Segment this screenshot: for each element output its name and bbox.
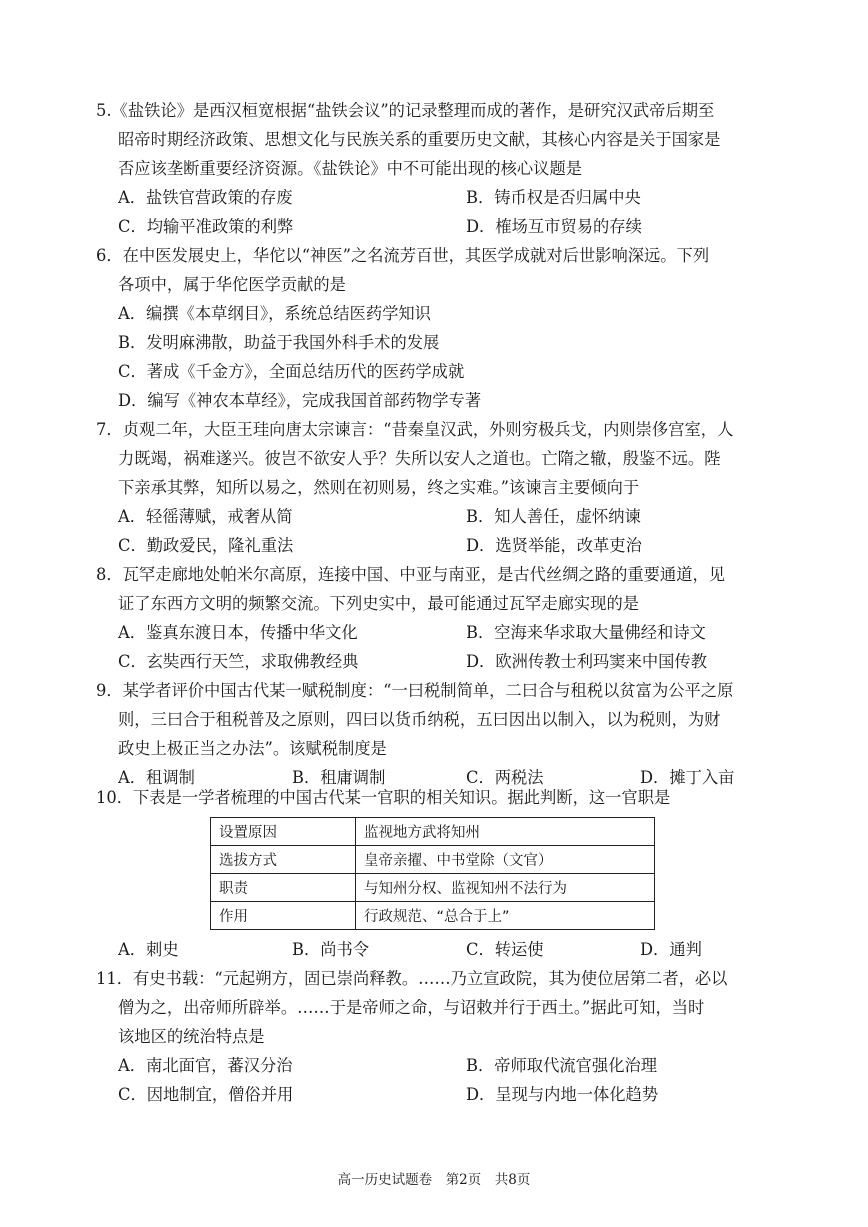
question-10-options: [96, 935, 786, 964]
question-text-line: 则，三曰合于租税普及之原则，四曰以货币纳税，五曰因出以制入，以为税则，为财: [118, 710, 721, 729]
question-7: [96, 415, 786, 560]
table-cell: 皇帝亲擢、中书堂除（文官）: [356, 846, 655, 874]
question-text-line: 证了东西方文明的频繁交流。下列史实中，最可能通过瓦罕走廊实现的是: [118, 594, 640, 613]
table-row: [211, 846, 655, 874]
options-row: [96, 183, 786, 212]
option-c[interactable]: C．均输平准政策的利弊: [118, 217, 294, 236]
options-row: [96, 1051, 786, 1080]
option-c[interactable]: C．玄奘西行天竺，求取佛教经典: [118, 652, 359, 671]
options-row: [96, 618, 786, 647]
option-b[interactable]: B．空海来华求取大量佛经和诗文: [466, 623, 706, 642]
question-text-line: 该地区的统治特点是: [118, 1027, 265, 1046]
option-b[interactable]: B．铸币权是否归属中央: [466, 188, 641, 207]
question-8: [96, 560, 786, 676]
question-text-line: 7．贞观二年，大臣王珪向唐太宗谏言：“昔秦皇汉武，外则穷极兵戈，内则崇侈宫室，人: [96, 420, 734, 439]
option-b[interactable]: B．租庸调制: [292, 768, 386, 787]
page-footer: 高一历史试题卷 第2页 共8页: [337, 1172, 531, 1188]
option-a[interactable]: A．南北面官，蕃汉分治: [118, 1056, 293, 1075]
table-row: [211, 818, 655, 846]
option-c[interactable]: C．因地制宜，僧俗并用: [118, 1085, 294, 1104]
question-11: [96, 964, 786, 1109]
options-row: [96, 531, 786, 560]
option-a[interactable]: A．盐铁官营政策的存废: [118, 188, 293, 207]
option-b[interactable]: B．发明麻沸散，助益于我国外科手术的发展: [118, 333, 440, 352]
option-b[interactable]: B．知人善任，虚怀纳谏: [466, 507, 641, 526]
options-row: [96, 1080, 786, 1109]
table-cell: 职责: [211, 874, 356, 902]
question-text-line: 11．有史书载：“元起朔方，固已崇尚释教。……乃立宣政院，其为使位居第二者，必以: [96, 969, 728, 988]
options-row: [96, 212, 786, 241]
knowledge-table: [210, 817, 655, 930]
option-c[interactable]: C．转运使: [466, 940, 544, 959]
question-text-line: 9．某学者评价中国古代某一赋税制度：“一曰税制简单，二曰合与租税以贫富为公平之原: [96, 681, 734, 700]
question-text-line: 否应该垄断重要经济资源。《盐铁论》中不可能出现的核心议题是: [118, 159, 583, 178]
question-text-line: 8．瓦罕走廊地处帕米尔高原，连接中国、中亚与南亚，是古代丝绸之路的重要通道，见: [96, 565, 726, 584]
option-a[interactable]: A．鉴真东渡日本，传播中华文化: [118, 623, 358, 642]
question-text-line: 各项中，属于华佗医学贡献的是: [118, 275, 346, 294]
option-a[interactable]: A．轻徭薄赋，戒奢从简: [118, 507, 293, 526]
options-row: [96, 502, 786, 531]
question-text-line: 10．下表是一学者梳理的中国古代某一官职的相关知识。据此判断，这一官职是: [96, 788, 671, 807]
option-a[interactable]: A．租调制: [118, 768, 195, 787]
question-text-line: 僧为之，出帝师所辟举。……于是帝师之命，与诏敕并行于西土。”据此可知，当时: [118, 998, 705, 1017]
option-b[interactable]: B．尚书令: [292, 940, 370, 959]
option-d[interactable]: D．通判: [640, 940, 702, 959]
option-d[interactable]: D．摊丁入亩: [640, 768, 735, 787]
option-a[interactable]: A．编撰《本草纲目》，系统总结医药学知识: [118, 304, 431, 323]
option-d[interactable]: D．选贤举能，改革吏治: [466, 536, 642, 555]
options-row: [96, 935, 786, 964]
question-text-line: 6．在中医发展史上，华佗以“神医”之名流芳百世，其医学成就对后世影响深远。下列: [96, 246, 710, 265]
question-text-line: 昭帝时期经济政策、思想文化与民族关系的重要历史文献，其核心内容是关于国家是: [118, 130, 721, 149]
option-c[interactable]: C．勤政爱民，隆礼重法: [118, 536, 294, 555]
question-text-line: 力既竭，祸难遂兴。彼岂不欲安人乎？失所以安人之道也。亡隋之辙，殷鉴不远。陛: [118, 449, 721, 468]
question-10: [96, 783, 786, 812]
option-d[interactable]: D．编写《神农本草经》，完成我国首部药物学专著: [118, 391, 482, 410]
table-row: [211, 874, 655, 902]
options-row: [96, 647, 786, 676]
option-d[interactable]: D．呈现与内地一体化趋势: [466, 1085, 659, 1104]
option-d[interactable]: D．欧洲传教士利玛窦来中国传教: [466, 652, 707, 671]
question-9: [96, 676, 786, 792]
table-cell: 作用: [211, 902, 356, 930]
option-a[interactable]: A．刺史: [118, 940, 179, 959]
table-row: [211, 902, 655, 930]
question-text-line: 政史上极正当之办法”。该赋税制度是: [118, 739, 387, 758]
table-cell: 行政规范、“总合于上”: [356, 902, 655, 930]
question-6: [96, 241, 786, 415]
table-cell: 选拔方式: [211, 846, 356, 874]
question-text-line: 下亲承其弊，知所以易之，然则在初则易，终之实难。”该谏言主要倾向于: [118, 478, 640, 497]
option-c[interactable]: C．著成《千金方》，全面总结历代的医药学成就: [118, 362, 465, 381]
table-cell: 与知州分权、监视知州不法行为: [356, 874, 655, 902]
table-cell: 监视地方武将知州: [356, 818, 655, 846]
table-cell: 设置原因: [211, 818, 356, 846]
option-b[interactable]: B．帝师取代流官强化治理: [466, 1056, 658, 1075]
question-text-line: 5.《盐铁论》是西汉桓宽根据“盐铁会议”的记录整理而成的著作，是研究汉武帝后期至: [96, 101, 715, 120]
question-5: [96, 96, 786, 241]
option-d[interactable]: D．榷场互市贸易的存续: [466, 217, 642, 236]
option-c[interactable]: C．两税法: [466, 768, 544, 787]
